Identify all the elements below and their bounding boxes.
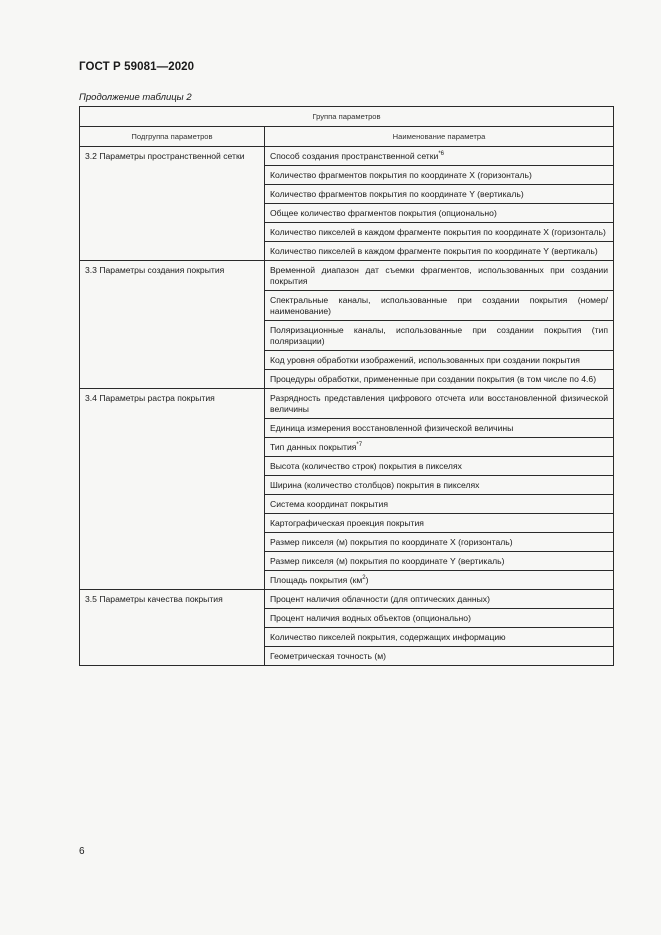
parameter-name-text: Общее количество фрагментов покрытия (опционально) [270, 208, 497, 218]
parameter-name-text: Поляризационные каналы, использованные при создании покрытия (тип поляризации) [270, 325, 608, 346]
parameter-name-cell [265, 495, 614, 514]
table-continuation-caption: Продолжение таблицы 2 [79, 92, 192, 103]
parameter-name-text: Геометрическая точность (м) [270, 651, 387, 661]
parameter-name-text: Временной диапазон дат съемки фрагментов, использованных при создании покрытия [270, 265, 608, 286]
subgroup-cell: 3.2 Параметры пространственной сетки [80, 147, 265, 261]
parameter-name-cell [265, 552, 614, 571]
parameter-name-cell [265, 419, 614, 438]
parameter-name-cell [265, 204, 614, 223]
parameter-name-cell [265, 321, 614, 351]
parameter-name-text: Количество пикселей в каждом фрагменте покрытия по координате X (горизонталь) [270, 227, 606, 237]
parameter-name-text: Процент наличия облачности (для оптических данных) [270, 594, 490, 604]
parameter-name-cell [265, 166, 614, 185]
parameter-name-cell [265, 370, 614, 389]
parameter-name-text: Ширина (количество столбцов) покрытия в пикселях [270, 480, 480, 490]
parameter-name-cell [265, 609, 614, 628]
subgroup-cell: 3.5 Параметры качества покрытия [80, 590, 265, 666]
parameter-name-cell [265, 438, 614, 457]
table-row [80, 261, 614, 291]
footnote-mark: *6 [438, 151, 444, 158]
table-row [80, 389, 614, 419]
parameter-name-text: Тип данных покрытия [270, 442, 357, 452]
parameter-name-suffix: ) [365, 575, 369, 585]
parameter-name-cell [265, 457, 614, 476]
parameter-name-text: Количество пикселей покрытия, содержащих информацию [270, 632, 506, 642]
parameter-name-cell [265, 628, 614, 647]
parameter-name-cell [265, 185, 614, 204]
footnote-mark: 2 [362, 575, 366, 582]
parameter-name-text: Способ создания пространственной сетки [270, 151, 439, 161]
parameter-name-cell [265, 351, 614, 370]
parameter-name-text: Единица измерения восстановленной физической величины [270, 423, 514, 433]
subgroup-cell: 3.3 Параметры создания покрытия [80, 261, 265, 389]
parameter-name-text: Количество пикселей в каждом фрагменте покрытия по координате Y (вертикаль) [270, 246, 598, 256]
group-header: Группа параметров [80, 107, 614, 127]
parameter-name-cell [265, 476, 614, 495]
parameter-name-cell [265, 571, 614, 590]
parameter-name-cell [265, 223, 614, 242]
footnote-mark: *7 [356, 442, 363, 449]
parameter-name-text: Количество фрагментов покрытия по координате X (горизонталь) [270, 170, 532, 180]
parameter-name-text: Процедуры обработки, примененные при создании покрытия (в том числе по 4.6) [270, 374, 597, 384]
parameters-table [79, 106, 614, 666]
table-row [80, 590, 614, 609]
parameter-name-cell [265, 533, 614, 552]
parameter-name-text: Высота (количество строк) покрытия в пикселях [270, 461, 462, 471]
parameter-name-text: Процент наличия водных объектов (опционально) [270, 613, 471, 623]
parameter-name-text: Размер пикселя (м) покрытия по координате Y (вертикаль) [270, 556, 505, 566]
parameter-name-cell [265, 590, 614, 609]
parameter-name-text: Система координат покрытия [270, 499, 389, 509]
subgroup-column-header: Подгруппа параметров [80, 127, 265, 147]
subgroup-cell: 3.4 Параметры растра покрытия [80, 389, 265, 590]
page-number: 6 [79, 846, 85, 857]
parameter-name-text: Картографическая проекция покрытия [270, 518, 424, 528]
parameter-name-cell [265, 647, 614, 666]
parameter-name-text: Размер пикселя (м) покрытия по координате X (горизонталь) [270, 537, 513, 547]
parameter-name-text: Код уровня обработки изображений, использованных при создании покрытия [270, 355, 580, 365]
table-row [80, 147, 614, 166]
parameter-name-column-header: Наименование параметра [265, 127, 614, 147]
parameter-name-cell [265, 389, 614, 419]
parameter-name-text: Спектральные каналы, использованные при создании покрытия (номер/наименование) [270, 295, 608, 316]
parameter-name-text: Разрядность представления цифрового отсчета или восстановленной физической величины [270, 393, 608, 414]
parameter-name-text: Количество фрагментов покрытия по координате Y (вертикаль) [270, 189, 524, 199]
parameter-name-cell [265, 291, 614, 321]
parameter-name-cell [265, 514, 614, 533]
document-code: ГОСТ Р 59081—2020 [79, 61, 195, 73]
parameter-name-text: Площадь покрытия (км [270, 575, 363, 585]
parameter-name-cell [265, 261, 614, 291]
parameter-name-cell [265, 147, 614, 166]
parameter-name-cell [265, 242, 614, 261]
